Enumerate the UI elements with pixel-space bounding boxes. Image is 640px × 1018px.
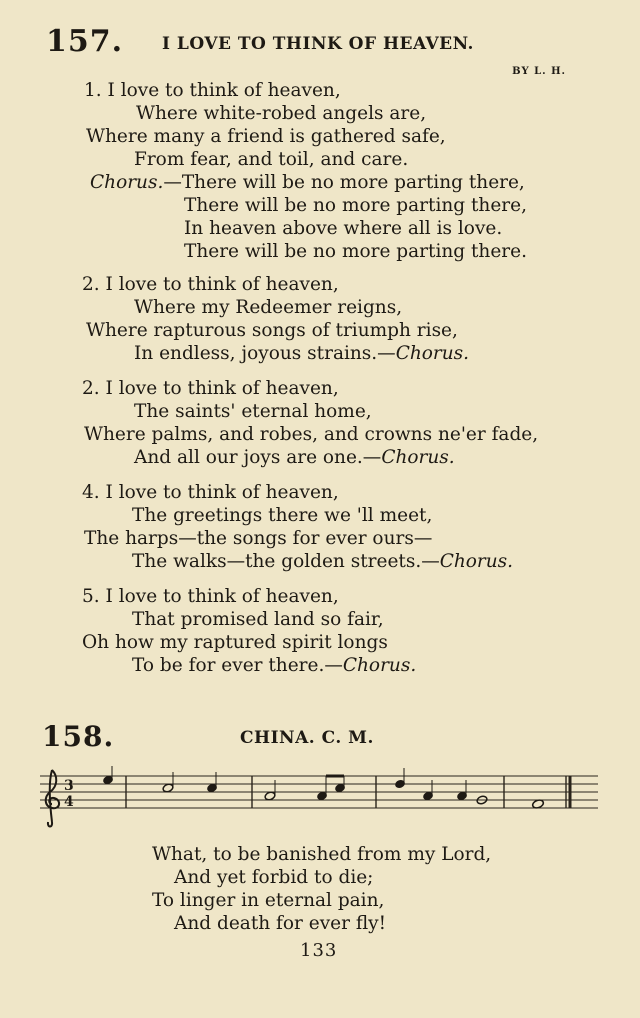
- verse-line: That promised land so fair,: [132, 609, 384, 630]
- verse-text: The walks—the golden streets.—: [132, 551, 440, 572]
- verse-line: From fear, and toil, and care.: [134, 149, 409, 170]
- notes: [103, 766, 545, 809]
- hymn-number: 158.: [42, 720, 115, 753]
- music-staff: [36, 766, 602, 830]
- verse-line: 4. I love to think of heaven,: [82, 482, 339, 503]
- verse-text: To be for ever there.—: [132, 655, 343, 676]
- verse-line: What, to be banished from my Lord,: [152, 844, 492, 865]
- verse-line: 2. I love to think of heaven,: [82, 274, 339, 295]
- hymn-158-header: [42, 720, 602, 756]
- verse-line: Oh how my raptured spirit longs: [82, 632, 388, 653]
- verse-line: The harps—the songs for ever ours—: [84, 528, 433, 549]
- verse-line: The greetings there we 'll meet,: [132, 505, 433, 526]
- chorus-ref: Chorus.: [381, 447, 455, 468]
- tune-name: CHINA. C. M.: [240, 728, 374, 748]
- verse-line: 1. I love to think of heaven,: [84, 80, 341, 101]
- time-signature-bottom: 4: [64, 794, 74, 810]
- verse-line: Where palms, and robes, and crowns ne'er fade,: [84, 424, 539, 445]
- verse-line: 5. I love to think of heaven,: [82, 586, 339, 607]
- verse-line: The saints' eternal home,: [134, 401, 372, 422]
- chorus-line: [90, 172, 525, 194]
- chorus-text: —There will be no more parting there,: [163, 172, 525, 193]
- hymn-number: 157.: [46, 24, 124, 59]
- chorus-line: There will be no more parting there,: [184, 195, 527, 216]
- verse-line: [132, 655, 416, 677]
- chorus-line: In heaven above where all is love.: [184, 218, 503, 239]
- page-number: 133: [300, 940, 338, 961]
- verse-line: And death for ever fly!: [174, 913, 387, 934]
- chorus-ref: Chorus.: [342, 655, 417, 676]
- verse-text: In endless, joyous strains.—: [134, 343, 396, 364]
- chorus-ref: Chorus.: [395, 343, 470, 364]
- treble-clef-icon: [46, 770, 59, 827]
- verse-line: [132, 551, 513, 573]
- verse-line: Where rapturous songs of triumph rise,: [86, 320, 458, 341]
- verse-line: Where many a friend is gathered safe,: [86, 126, 446, 147]
- verse-line: And yet forbid to die;: [174, 867, 374, 888]
- chorus-line: There will be no more parting there.: [184, 241, 527, 262]
- verse-line: [134, 447, 455, 469]
- chorus-ref: Chorus.: [439, 551, 514, 572]
- hymn-title: I LOVE TO THINK OF HEAVEN.: [162, 34, 474, 54]
- time-signature-top: 3: [64, 778, 74, 794]
- chorus-label: Chorus.: [90, 172, 164, 193]
- verse-line: Where my Redeemer reigns,: [134, 297, 403, 318]
- author-byline: BY L. H.: [512, 66, 566, 77]
- verse-line: [134, 343, 469, 365]
- verse-text: And all our joys are one.—: [134, 447, 382, 468]
- verse-line: 2. I love to think of heaven,: [82, 378, 339, 399]
- hymn-157-header: [46, 24, 606, 64]
- verse-line: Where white-robed angels are,: [136, 103, 427, 124]
- verse-line: To linger in eternal pain,: [152, 890, 385, 911]
